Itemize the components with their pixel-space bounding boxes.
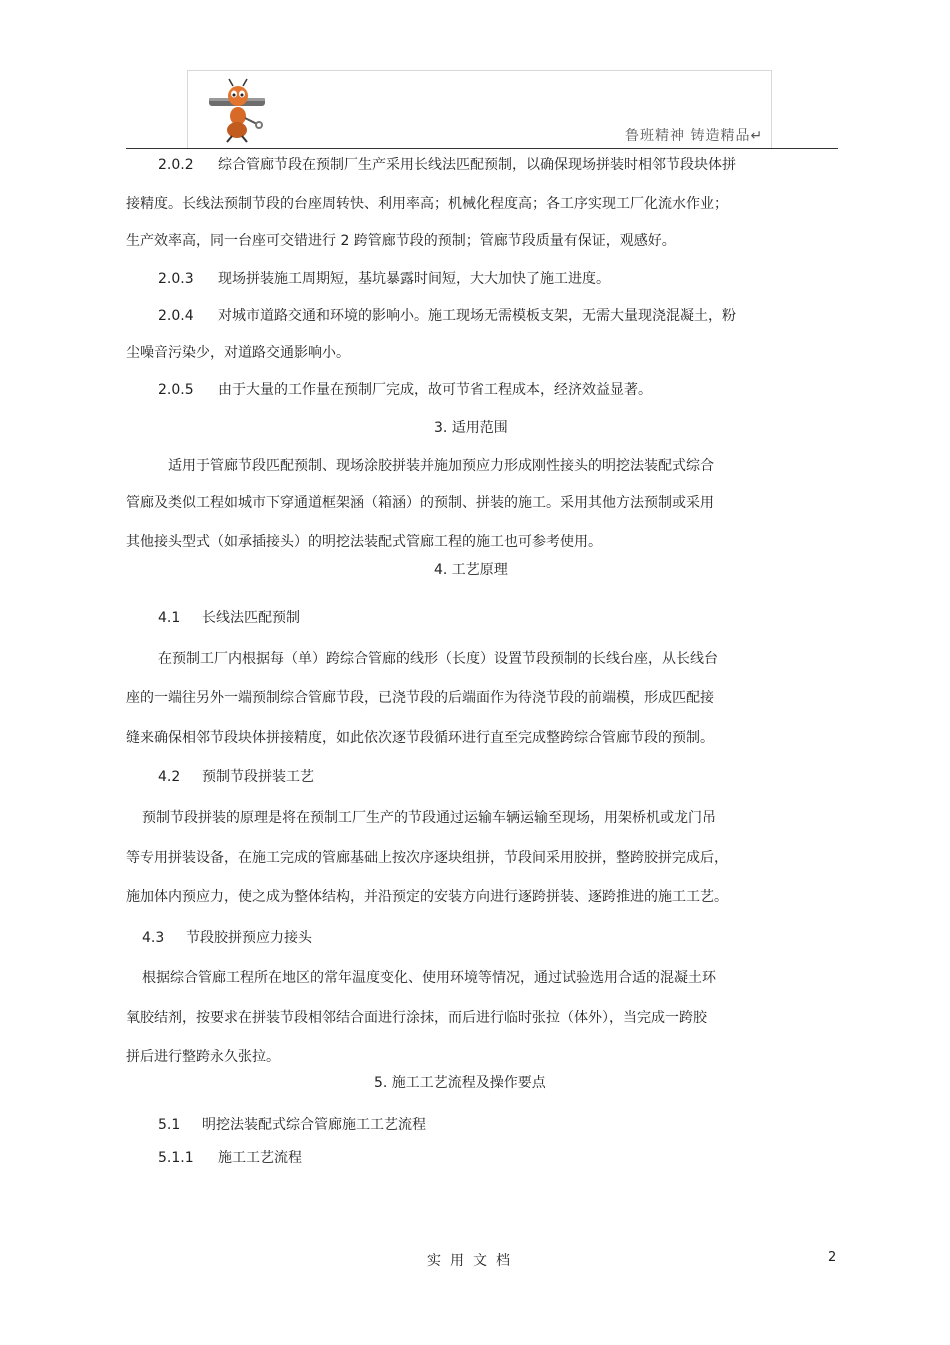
header-rule bbox=[126, 148, 838, 149]
section-2-0-4-line-1 bbox=[158, 306, 736, 326]
paragraph-text: 综合管廊节段在预制厂生产采用长线法匹配预制，以确保现场拼装时相邻节段块体拼 bbox=[218, 157, 736, 173]
section-2-0-2-line-2: 接精度。长线法预制节段的台座周转快、利用率高；机械化程度高；各工序实现工厂化流水作业； bbox=[126, 196, 728, 212]
section-number: 4.1 bbox=[158, 610, 181, 626]
section-title: 预制节段拼装工艺 bbox=[202, 769, 314, 785]
footer-text: 实用文档 bbox=[427, 1253, 519, 1269]
heading-5: 5. 施工工艺流程及操作要点 bbox=[374, 1075, 546, 1091]
section-2-0-5 bbox=[158, 380, 652, 400]
paragraph-3-line-2: 管廊及类似工程如城市下穿通道框架涵（箱涵）的预制、拼装的施工。采用其他方法预制或采用 bbox=[126, 495, 714, 511]
paragraph-4-3-line-3: 拼后进行整跨永久张拉。 bbox=[126, 1049, 280, 1065]
heading-4: 4. 工艺原理 bbox=[434, 562, 508, 578]
section-title: 长线法匹配预制 bbox=[202, 610, 300, 626]
section-5-1-1 bbox=[158, 1148, 302, 1168]
paragraph-text: 对城市道路交通和环境的影响小。施工现场无需模板支架，无需大量现浇混凝土，粉 bbox=[218, 308, 736, 324]
section-number: 5.1 bbox=[158, 1117, 181, 1133]
heading-3: 3. 适用范围 bbox=[434, 420, 508, 436]
paragraph-4-3-line-1: 根据综合管廊工程所在地区的常年温度变化、使用环境等情况，通过试验选用合适的混凝土环 bbox=[142, 970, 716, 986]
page-number: 2 bbox=[828, 1250, 837, 1265]
paragraph-4-2-line-1: 预制节段拼装的原理是将在预制工厂生产的节段通过运输车辆运输至现场，用架桥机或龙门吊 bbox=[142, 810, 716, 826]
section-title: 节段胶拼预应力接头 bbox=[186, 930, 312, 946]
section-title: 明挖法装配式综合管廊施工工艺流程 bbox=[202, 1117, 426, 1133]
section-4-2 bbox=[158, 767, 314, 787]
header-slogan: 鲁班精神 铸造精品↵ bbox=[625, 128, 764, 144]
section-title: 施工工艺流程 bbox=[218, 1150, 302, 1166]
section-4-3 bbox=[142, 928, 312, 948]
section-2-0-2-line-1 bbox=[158, 155, 736, 175]
section-number: 5.1.1 bbox=[158, 1150, 194, 1166]
section-number: 4.2 bbox=[158, 769, 181, 785]
section-number: 2.0.2 bbox=[158, 157, 194, 173]
section-4-1 bbox=[158, 608, 300, 628]
paragraph-3-line-1: 适用于管廊节段匹配预制、现场涂胶拼装并施加预应力形成刚性接头的明挖法装配式综合 bbox=[168, 458, 714, 474]
paragraph-4-1-line-3: 缝来确保相邻节段块体拼接精度，如此依次逐节段循环进行直至完成整跨综合管廊节段的预制。 bbox=[126, 730, 714, 746]
section-2-0-2-line-3: 生产效率高，同一台座可交错进行 2 跨管廊节段的预制；管廊节段质量有保证，观感好。 bbox=[126, 233, 676, 249]
section-2-0-3 bbox=[158, 269, 610, 289]
section-number: 4.3 bbox=[142, 930, 165, 946]
section-5-1 bbox=[158, 1115, 426, 1135]
section-number: 2.0.4 bbox=[158, 308, 194, 324]
paragraph-4-2-line-2: 等专用拼装设备，在施工完成的管廊基础上按次序逐块组拼，节段间采用胶拼，整跨胶拼完成后， bbox=[126, 850, 728, 866]
section-number: 2.0.5 bbox=[158, 382, 194, 398]
paragraph-3-line-3: 其他接头型式（如承插接头）的明挖法装配式管廊工程的施工也可参考使用。 bbox=[126, 534, 602, 550]
paragraph-4-1-line-2: 座的一端往另外一端预制综合管廊节段，已浇节段的后端面作为待浇节段的前端模，形成匹配接 bbox=[126, 690, 714, 706]
paragraph-text: 由于大量的工作量在预制厂完成，故可节省工程成本，经济效益显著。 bbox=[218, 382, 652, 398]
paragraph-4-2-line-3: 施加体内预应力，使之成为整体结构，并沿预定的安装方向进行逐跨拼装、逐跨推进的施工工艺。 bbox=[126, 889, 728, 905]
ant-mascot-logo bbox=[207, 78, 269, 144]
paragraph-text: 现场拼装施工周期短，基坑暴露时间短，大大加快了施工进度。 bbox=[218, 271, 610, 287]
paragraph-4-1-line-1: 在预制工厂内根据每（单）跨综合管廊的线形（长度）设置节段预制的长线台座，从长线台 bbox=[158, 651, 718, 667]
section-number: 2.0.3 bbox=[158, 271, 194, 287]
paragraph-4-3-line-2: 氧胶结剂，按要求在拼装节段相邻结合面进行涂抹，而后进行临时张拉（体外），当完成一跨胶 bbox=[126, 1010, 707, 1026]
section-2-0-4-line-2: 尘噪音污染少，对道路交通影响小。 bbox=[126, 345, 350, 361]
